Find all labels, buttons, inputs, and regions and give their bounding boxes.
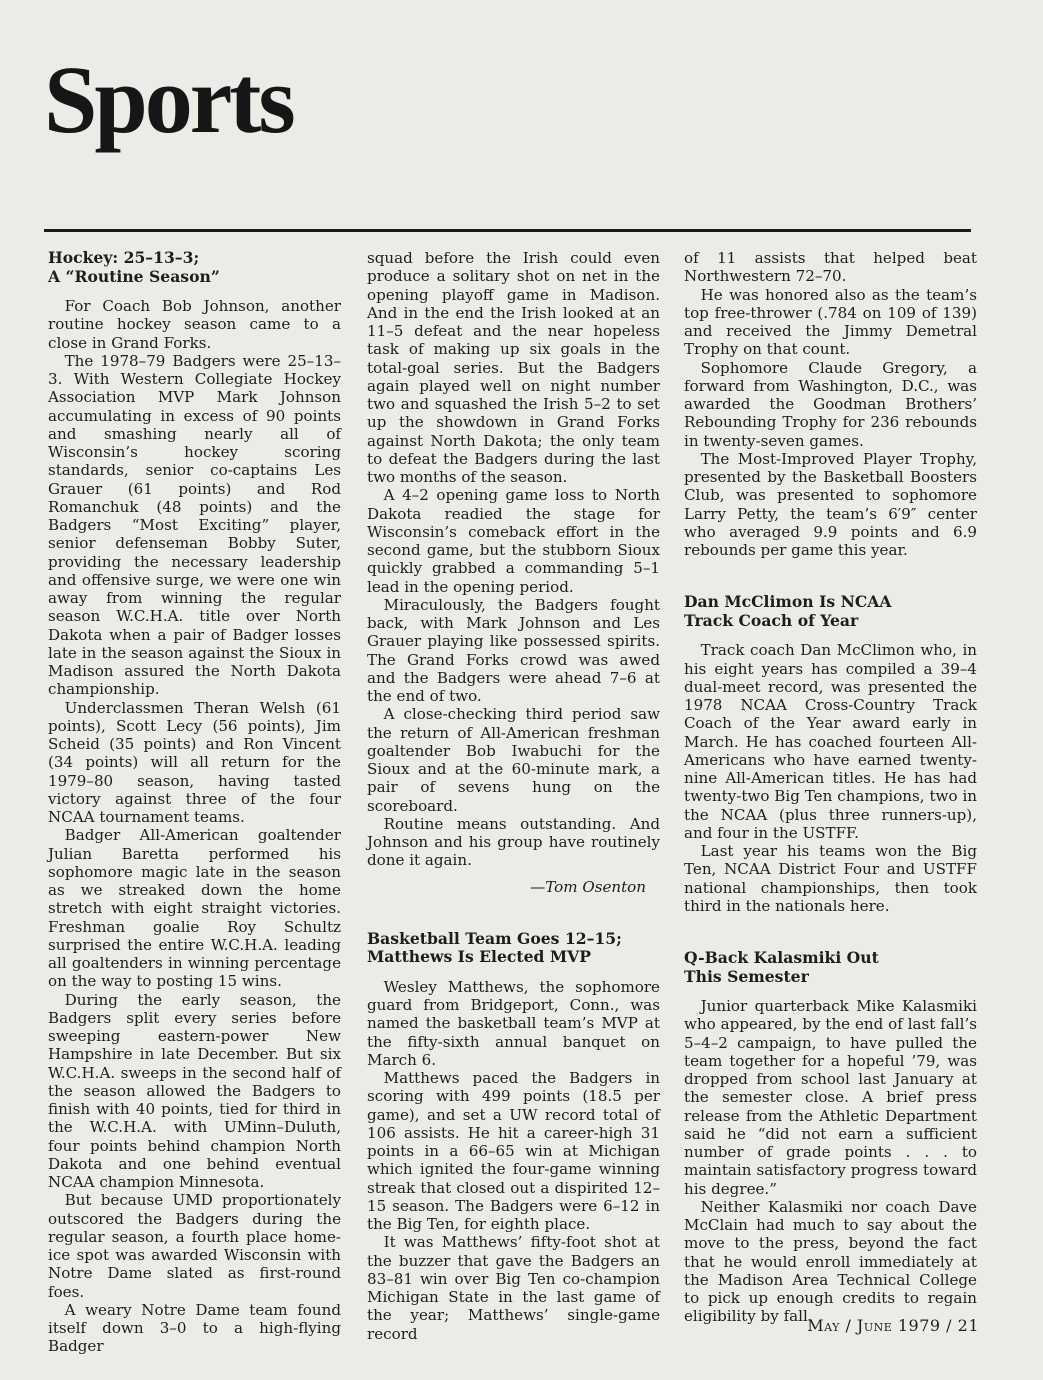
footer-separator: /	[839, 1316, 857, 1335]
track-title-line-1: Dan McClimon Is NCAA	[684, 592, 892, 612]
footer-year-page: 1979 / 21	[892, 1316, 979, 1335]
hockey-paragraph: A weary Notre Dame team found itself down 3–0 to a high-flying Badger	[48, 1300, 341, 1356]
basketball-paragraph: Wesley Matthews, the sophomore guard from Bridgeport, Conn., was named the basketball team’s MVP at the fifty-sixth annual banquet on March 6.	[367, 977, 660, 1069]
basketball-paragraph: The Most-Improved Player Trophy, presented by the Basketball Boosters Club, was presented to sophomore Larry Petty, the team’s 6′9″ center who averaged 9.9 points and 6.9 rebounds per game this year.	[684, 449, 977, 559]
basketball-title-line-1: Basketball Team Goes 12–15;	[367, 928, 622, 948]
hockey-paragraph: The 1978–79 Badgers were 25–13–3. With Western Collegiate Hockey Association MVP Mark Johnson accumulating in excess of 90 points and smashing nearly all of Wisconsin’s hockey scoring standards, senior co-captains Les Grauer (61 points) and Rod Romanchuk (48 points) and the Badgers “Most Exciting” player, senior defenseman Bobby Suter, providing the necessary leadership and offensive surge, we were one win away from winning the regular season W.C.H.A. title over North Dakota when a pair of Badger losses late in the season against the Sioux in Madison assured the North Dakota championship.	[48, 351, 341, 699]
hockey-paragraph: During the early season, the Badgers split every series before sweeping eastern-power New Hampshire in late December. But six W.C.H.A. sweeps in the second half of the season allowed the Badgers to finish with 40 points, tied for third in the W.C.H.A. with UMinn–Duluth, four points behind champion North Dakota and one behind eventual NCAA champion Minnesota.	[48, 990, 341, 1191]
column-3	[684, 249, 977, 1326]
hockey-title-line-2: A “Routine Season”	[48, 266, 220, 286]
track-paragraph: Track coach Dan McClimon who, in his eight years has compiled a 39–4 dual-meet record, was presented the 1978 NCAA Cross-Country Track Coach of the Year award early in March. He has coached fourteen All-Americans who have earned twenty-nine All-American titles. He has had twenty-two Big Ten champions, two in the NCAA (plus three runners-up), and four in the USTFF.	[684, 641, 977, 842]
heading-divider	[44, 229, 971, 232]
page-title: Sports	[44, 46, 293, 153]
hockey-paragraph: A 4–2 opening game loss to North Dakota readied the stage for Wisconsin’s comeback effort in the second game, but the stubborn Sioux quickly grabbed a commanding 5–1 lead in the opening period.	[367, 486, 660, 596]
footer-month: May	[807, 1316, 840, 1335]
hockey-paragraph: Badger All-American goaltender Julian Baretta performed his sophomore magic late in the season as we streaked down the home stretch with eight straight victories. Freshman goalie Roy Schultz surprised the entire W.C.H.A. leading all goaltenders in winning percentage on the way to posting 15 wins.	[48, 826, 341, 991]
football-paragraph: Junior quarterback Mike Kalasmiki who appeared, by the end of last fall’s 5–4–2 campaign, to have pulled the team together for a hopeful ’79, was dropped from school last January at the semester close. A brief press release from the Athletic Department said he “did not earn a sufficient number of grade points . . . to maintain satisfactory progress toward his degree.”	[684, 997, 977, 1198]
track-article-title	[684, 593, 977, 630]
track-paragraph: Last year his teams won the Big Ten, NCAA District Four and USTFF national championships, then took third in the nationals here.	[684, 842, 977, 915]
hockey-paragraph: For Coach Bob Johnson, another routine hockey season came to a close in Grand Forks.	[48, 297, 341, 352]
basketball-title-line-2: Matthews Is Elected MVP	[367, 947, 591, 967]
hockey-paragraph: But because UMD proportionately outscored the Badgers during the regular season, a fourth place home-ice spot was awarded Wisconsin with Notre Dame slated as first-round foes.	[48, 1191, 341, 1301]
hockey-article-title	[48, 249, 341, 286]
footer-month-2: June	[856, 1316, 893, 1335]
basketball-paragraph-continued: of 11 assists that helped beat Northwestern 72–70.	[684, 249, 977, 286]
football-paragraph: Neither Kalasmiki nor coach Dave McClain had much to say about the move to the press, beyond the fact that he would enroll immediately at the Madison Area Technical College to pick up enough credits to regain eligibility by fall.	[684, 1197, 977, 1326]
basketball-paragraph: It was Matthews’ fifty-foot shot at the buzzer that gave the Badgers an 83–81 win over Big Ten co-champion Michigan State in the last game of the year; Matthews’ single-game record	[367, 1233, 660, 1343]
hockey-byline: —Tom Osenton	[530, 877, 646, 896]
basketball-article-title	[367, 930, 660, 967]
football-title-line-2: This Semester	[684, 966, 809, 986]
track-title-line-2: Track Coach of Year	[684, 610, 859, 630]
hockey-paragraph: Underclassmen Theran Welsh (61 points), Scott Lecy (56 points), Jim Scheid (35 points) and Ron Vincent (34 points) will all return for the 1979–80 season, having tasted victory against three of the four NCAA tournament teams.	[48, 698, 341, 826]
hockey-paragraph: Miraculously, the Badgers fought back, with Mark Johnson and Les Grauer playing like possessed spirits. The Grand Forks crowd was awed and the Badgers were ahead 7–6 at the end of two.	[367, 595, 660, 705]
basketball-paragraph: Matthews paced the Badgers in scoring with 499 points (18.5 per game), and set a UW record total of 106 assists. He hit a career-high 31 points in a 66–65 win at Michigan which ignited the four-game winning streak that closed out a dispirited 12–15 season. The Badgers were 6–12 in the Big Ten, for eighth place.	[367, 1069, 660, 1233]
basketball-paragraph: Sophomore Claude Gregory, a forward from Washington, D.C., was awarded the Goodman Brothers’ Rebounding Trophy for 236 rebounds in twenty-seven games.	[684, 358, 977, 450]
hockey-paragraph: Routine means outstanding. And Johnson and his group have routinely done it again.	[367, 814, 660, 870]
hockey-title-line-1: Hockey: 25–13–3;	[48, 248, 200, 267]
hockey-paragraph-continued: squad before the Irish could even produce a solitary shot on net in the opening playoff game in Madison. And in the end the Irish looked at an 11–5 defeat and the near hopeless task of making up six goals in the total-goal series. But the Badgers again played well on night number two and squashed the Irish 5–2 to set up the showdown in Grand Forks against North Dakota; the only team to defeat the Badgers during the last two months of the season.	[367, 249, 660, 486]
football-title-line-1: Q-Back Kalasmiki Out	[684, 948, 879, 967]
football-article-title	[684, 949, 977, 986]
hockey-paragraph: A close-checking third period saw the return of All-American freshman goaltender Bob Iwabuchi for the Sioux and at the 60-minute mark, a pair of sevens hung on the scoreboard.	[367, 705, 660, 815]
basketball-paragraph: He was honored also as the team’s top free-thrower (.784 on 109 of 139) and received the Jimmy Demetral Trophy on that count.	[684, 285, 977, 359]
column-2	[367, 249, 660, 1343]
column-1	[48, 249, 341, 1356]
page-footer	[807, 1316, 979, 1335]
